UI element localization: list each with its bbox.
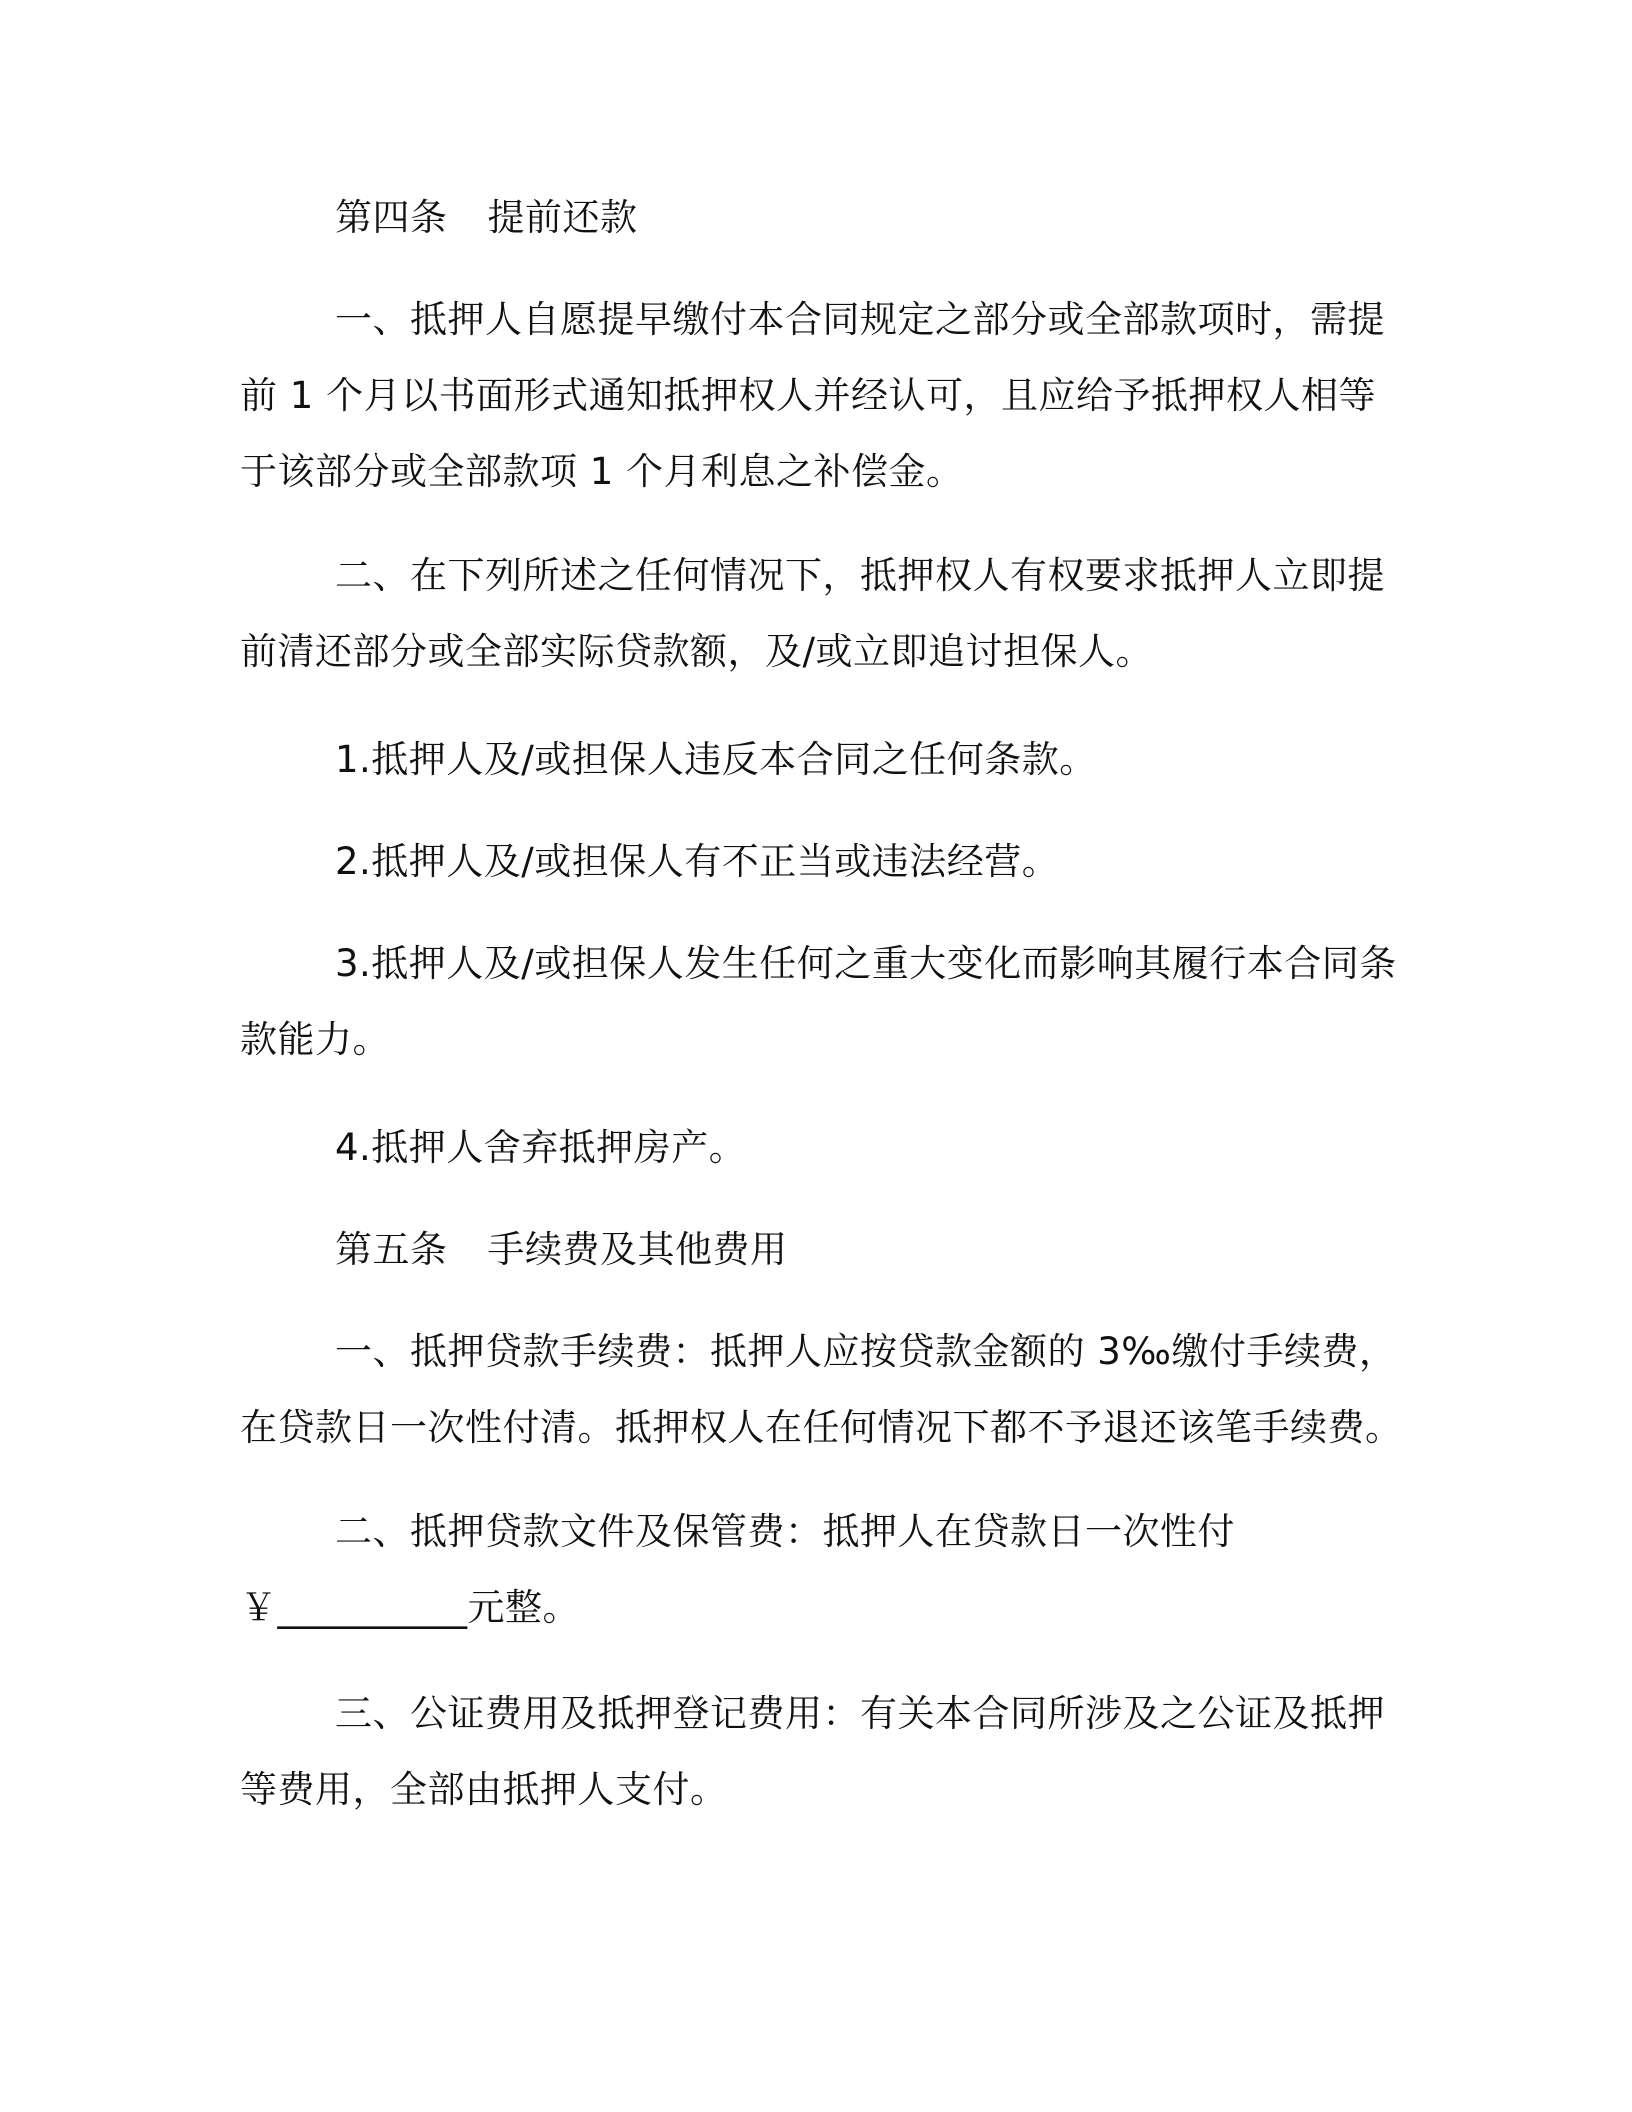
item-2 (240, 824, 1390, 900)
clause-5-2-line-1: 二、抵押贷款文件及保管费：抵押人在贷款日一次性付 (335, 1510, 1235, 1553)
clause-5-3-line-1: 三、公证费用及抵押登记费用：有关本合同所涉及之公证及抵押 (335, 1692, 1385, 1735)
item-1-text: 1.抵押人及/或担保人违反本合同之任何条款。 (335, 738, 1097, 781)
item-3-line-2: 款能力。 (240, 1018, 390, 1061)
article-4-heading (240, 180, 1390, 256)
item-4 (240, 1110, 1390, 1186)
item-3 (240, 926, 1397, 1078)
clause-5-1 (240, 1314, 1403, 1466)
clause-5-2 (240, 1494, 1390, 1646)
item-4-text: 4.抵押人舍弃抵押房产。 (335, 1126, 747, 1169)
item-2-text: 2.抵押人及/或担保人有不正当或违法经营。 (335, 840, 1060, 883)
clause-4-1-line-1: 一、抵押人自愿提早缴付本合同规定之部分或全部款项时，需提 (335, 298, 1385, 341)
clause-4-2-line-2: 前清还部分或全部实际贷款额，及/或立即追讨担保人。 (240, 630, 1153, 673)
article-5-number: 第五条 (335, 1228, 448, 1271)
clause-4-1-line-2: 前 1 个月以书面形式通知抵押权人并经认可，且应给予抵押权人相等 (240, 374, 1377, 417)
clause-5-1-line-2: 在贷款日一次性付清。抵押权人在任何情况下都不予退还该笔手续费。 (240, 1406, 1403, 1449)
item-1 (240, 722, 1390, 798)
clause-4-2 (240, 538, 1390, 690)
clause-5-2-line-2: ￥__________元整。 (240, 1586, 580, 1629)
article-5-heading (240, 1212, 1390, 1288)
clause-5-3-line-2: 等费用，全部由抵押人支付。 (240, 1768, 728, 1811)
article-5-title: 手续费及其他费用 (487, 1228, 788, 1271)
clause-4-2-line-1: 二、在下列所述之任何情况下，抵押权人有权要求抵押人立即提 (335, 554, 1385, 597)
article-4-title: 提前还款 (487, 196, 638, 239)
item-3-line-1: 3.抵押人及/或担保人发生任何之重大变化而影响其履行本合同条 (335, 942, 1397, 985)
clause-5-1-line-1: 一、抵押贷款手续费：抵押人应按贷款金额的 3‰缴付手续费， (335, 1330, 1397, 1373)
clause-4-1-line-3: 于该部分或全部款项 1 个月利息之补偿金。 (240, 450, 964, 493)
article-4-number: 第四条 (335, 196, 448, 239)
clause-4-1 (240, 282, 1390, 510)
clause-5-3 (240, 1676, 1390, 1828)
